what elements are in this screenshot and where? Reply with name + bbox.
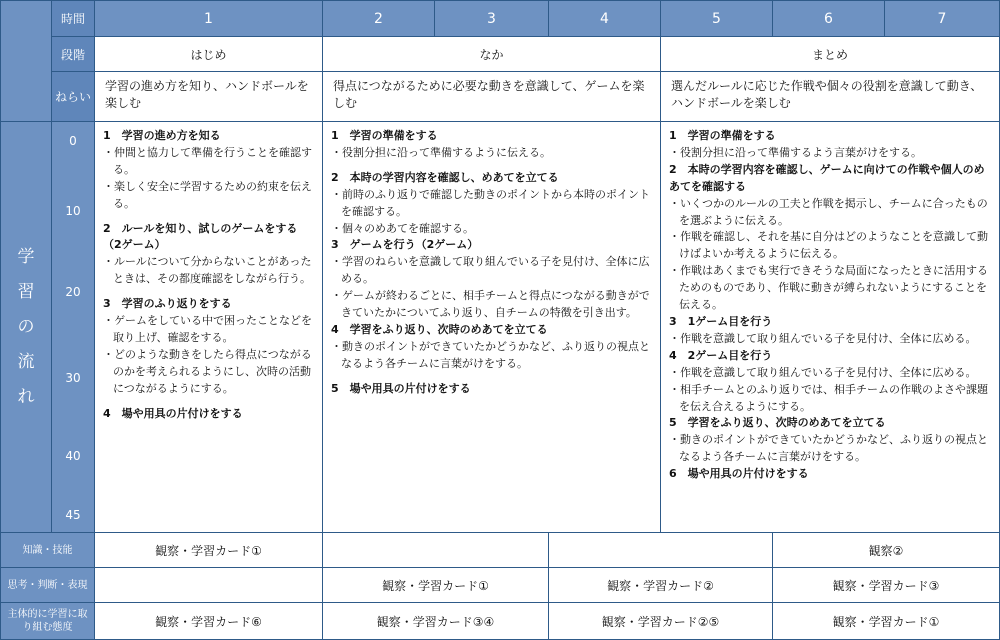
flow-step-heading: 5 学習をふり返り、次時のめあてを立てる: [669, 416, 886, 430]
time-tick: 0: [69, 134, 77, 148]
flow-step-bullet: ・動きのポイントができていたかどうかなど、ふり返りの視点となるよう各チームに言葉がけをする。: [669, 433, 988, 464]
flow-label-char: 学: [17, 246, 35, 267]
eval-knowledge-3: [548, 532, 773, 568]
stage-header: 段階: [51, 36, 95, 72]
flow-intro: [94, 121, 323, 533]
stage-middle: なか: [322, 36, 661, 72]
flow-label-char: 流: [17, 351, 35, 372]
flow-step-heading: 3 ゲームを行う（2ゲーム）: [331, 238, 479, 252]
flow-step-heading: 1 学習の準備をする: [331, 129, 438, 142]
time-tick: 45: [65, 508, 81, 522]
corner-cell: [0, 0, 52, 122]
flow-gap: [331, 162, 652, 170]
eval-thinking-3: 観察・学習カード②: [548, 567, 773, 603]
flow-step-heading: 2 本時の学習内容を確認し、ゲームに向けての作戦や個人のめあてを確認する: [669, 162, 985, 193]
time-tick: 40: [65, 449, 81, 463]
aim-header: ねらい: [51, 71, 95, 122]
eval-attitude-4: 観察・学習カード①: [772, 602, 1000, 640]
flow-step-bullet: ・個々のめあてを確認する。: [331, 221, 474, 235]
flow-label-char: 習: [17, 281, 35, 302]
eval-knowledge-4: 観察②: [772, 532, 1000, 568]
hour-cell-3: 3: [434, 0, 549, 37]
flow-step-bullet: ・前時のふり返りで確認した動きのポイントから本時のポイントを確認する。: [331, 187, 650, 218]
time-header: 時間: [51, 0, 95, 37]
flow-step-heading: 4 2ゲーム目を行う: [669, 348, 773, 362]
time-tick: 30: [65, 371, 81, 385]
aim-middle: 得点につながるために必要な動きを意識して、ゲームを楽しむ: [322, 71, 661, 122]
flow-step-heading: 5 場や用具の片付けをする: [331, 381, 471, 395]
eval-attitude-1: 観察・学習カード⑥: [94, 602, 323, 640]
flow-step-heading: 3 学習のふり返りをする: [103, 297, 232, 311]
flow-step-heading: 6 場や用具の片付けをする: [669, 467, 809, 481]
aim-intro: 学習の進め方を知り、ハンドボールを楽しむ: [94, 71, 323, 122]
flow-step-bullet: ・ゲームが終わるごとに、相手チームと得点につながる動きができていたかについてふり返り、自チームの特徴を引き出す。: [331, 289, 650, 320]
hour-cell-2: 2: [322, 0, 435, 37]
time-ticks-cell: [51, 121, 95, 533]
eval-label-thinking: 思考・判断・表現: [0, 567, 95, 603]
flow-gap: [103, 398, 314, 406]
time-tick: 10: [65, 204, 81, 218]
eval-attitude-2: 観察・学習カード③④: [322, 602, 549, 640]
hour-cell-5: 5: [660, 0, 773, 37]
eval-knowledge-1: 観察・学習カード①: [94, 532, 323, 568]
flow-step-bullet: ・作戦を確認し、それを基に自分はどのようなことを意識して動けばよいか考えるように伝える。: [669, 230, 988, 261]
aim-summary: 選んだルールに応じた作戦や個々の役割を意識して動き、ハンドボールを楽しむ: [660, 71, 1000, 122]
eval-knowledge-2: [322, 532, 549, 568]
flow-step-bullet: ・相手チームとのふり返りでは、相手チームの作戦のよさや課題を伝え合えるようにする。: [669, 382, 988, 413]
flow-step-heading: 1 学習の準備をする: [669, 129, 776, 142]
flow-step-bullet: ・仲間と協力して準備を行うことを確認する。: [103, 145, 312, 176]
hour-cell-6: 6: [772, 0, 885, 37]
flow-gap: [331, 373, 652, 381]
hour-cell-1: 1: [94, 0, 323, 37]
flow-step-bullet: ・ゲームをしている中で困ったことなどを取り上げ、確認をする。: [103, 314, 312, 344]
hour-cell-4: 4: [548, 0, 661, 37]
time-tick: 20: [65, 285, 81, 299]
eval-label-attitude: 主体的に学習に取り組む態度: [0, 602, 95, 640]
flow-step-bullet: ・どのような動きをしたら得点につながるのかを考えられるようにし、次時の活動につながるようにする。: [103, 347, 312, 395]
eval-thinking-2: 観察・学習カード①: [322, 567, 549, 603]
flow-gap: [103, 213, 314, 221]
flow-step-heading: 1 学習の進め方を知る: [103, 129, 221, 142]
eval-attitude-3: 観察・学習カード②⑤: [548, 602, 773, 640]
flow-step-bullet: ・ルールについて分からないことがあったときは、その都度確認をしながら行う。: [103, 255, 312, 286]
flow-step-heading: 2 本時の学習内容を確認し、めあてを立てる: [331, 170, 559, 184]
flow-step-heading: 4 学習をふり返り、次時のめあてを立てる: [331, 322, 548, 336]
flow-step-bullet: ・作戦を意識して取り組んでいる子を見付け、全体に広める。: [669, 365, 977, 379]
eval-thinking-1: [94, 567, 323, 603]
flow-step-bullet: ・役割分担に沿って準備するよう言葉がけをする。: [669, 145, 922, 159]
eval-thinking-4: 観察・学習カード③: [772, 567, 1000, 603]
flow-step-heading: 4 場や用具の片付けをする: [103, 406, 243, 420]
flow-label-char: の: [17, 316, 35, 337]
flow-step-bullet: ・作戦はあくまでも実行できそうな局面になったときに活用するためのものであり、作戦に動きが縛られないようにすることを伝える。: [669, 264, 988, 312]
flow-step-bullet: ・動きのポイントができていたかどうかなど、ふり返りの視点となるよう各チームに言葉がけをする。: [331, 339, 650, 370]
flow-vertical-label: [0, 122, 52, 532]
flow-label-char: れ: [17, 386, 35, 407]
flow-step-bullet: ・楽しく安全に学習するための約束を伝える。: [103, 179, 312, 210]
flow-step-bullet: ・役割分担に沿って準備するように伝える。: [331, 145, 551, 159]
flow-middle: [322, 121, 661, 533]
eval-label-knowledge: 知識・技能: [0, 532, 95, 568]
flow-step-bullet: ・作戦を意識して取り組んでいる子を見付け、全体に広める。: [669, 331, 977, 345]
flow-step-heading: 3 1ゲーム目を行う: [669, 314, 773, 328]
stage-summary: まとめ: [660, 36, 1000, 72]
flow-step-bullet: ・学習のねらいを意識して取り組んでいる子を見付け、全体に広める。: [331, 255, 650, 286]
flow-summary: [660, 121, 1000, 533]
flow-gap: [103, 288, 314, 296]
flow-step-bullet: ・いくつかのルールの工夫と作戦を掲示し、チームに合ったものを選ぶように伝える。: [669, 196, 988, 227]
hour-cell-7: 7: [884, 0, 1000, 37]
stage-intro: はじめ: [94, 36, 323, 72]
flow-step-heading: 2 ルールを知り、試しのゲームをする（2ゲーム）: [103, 221, 298, 252]
